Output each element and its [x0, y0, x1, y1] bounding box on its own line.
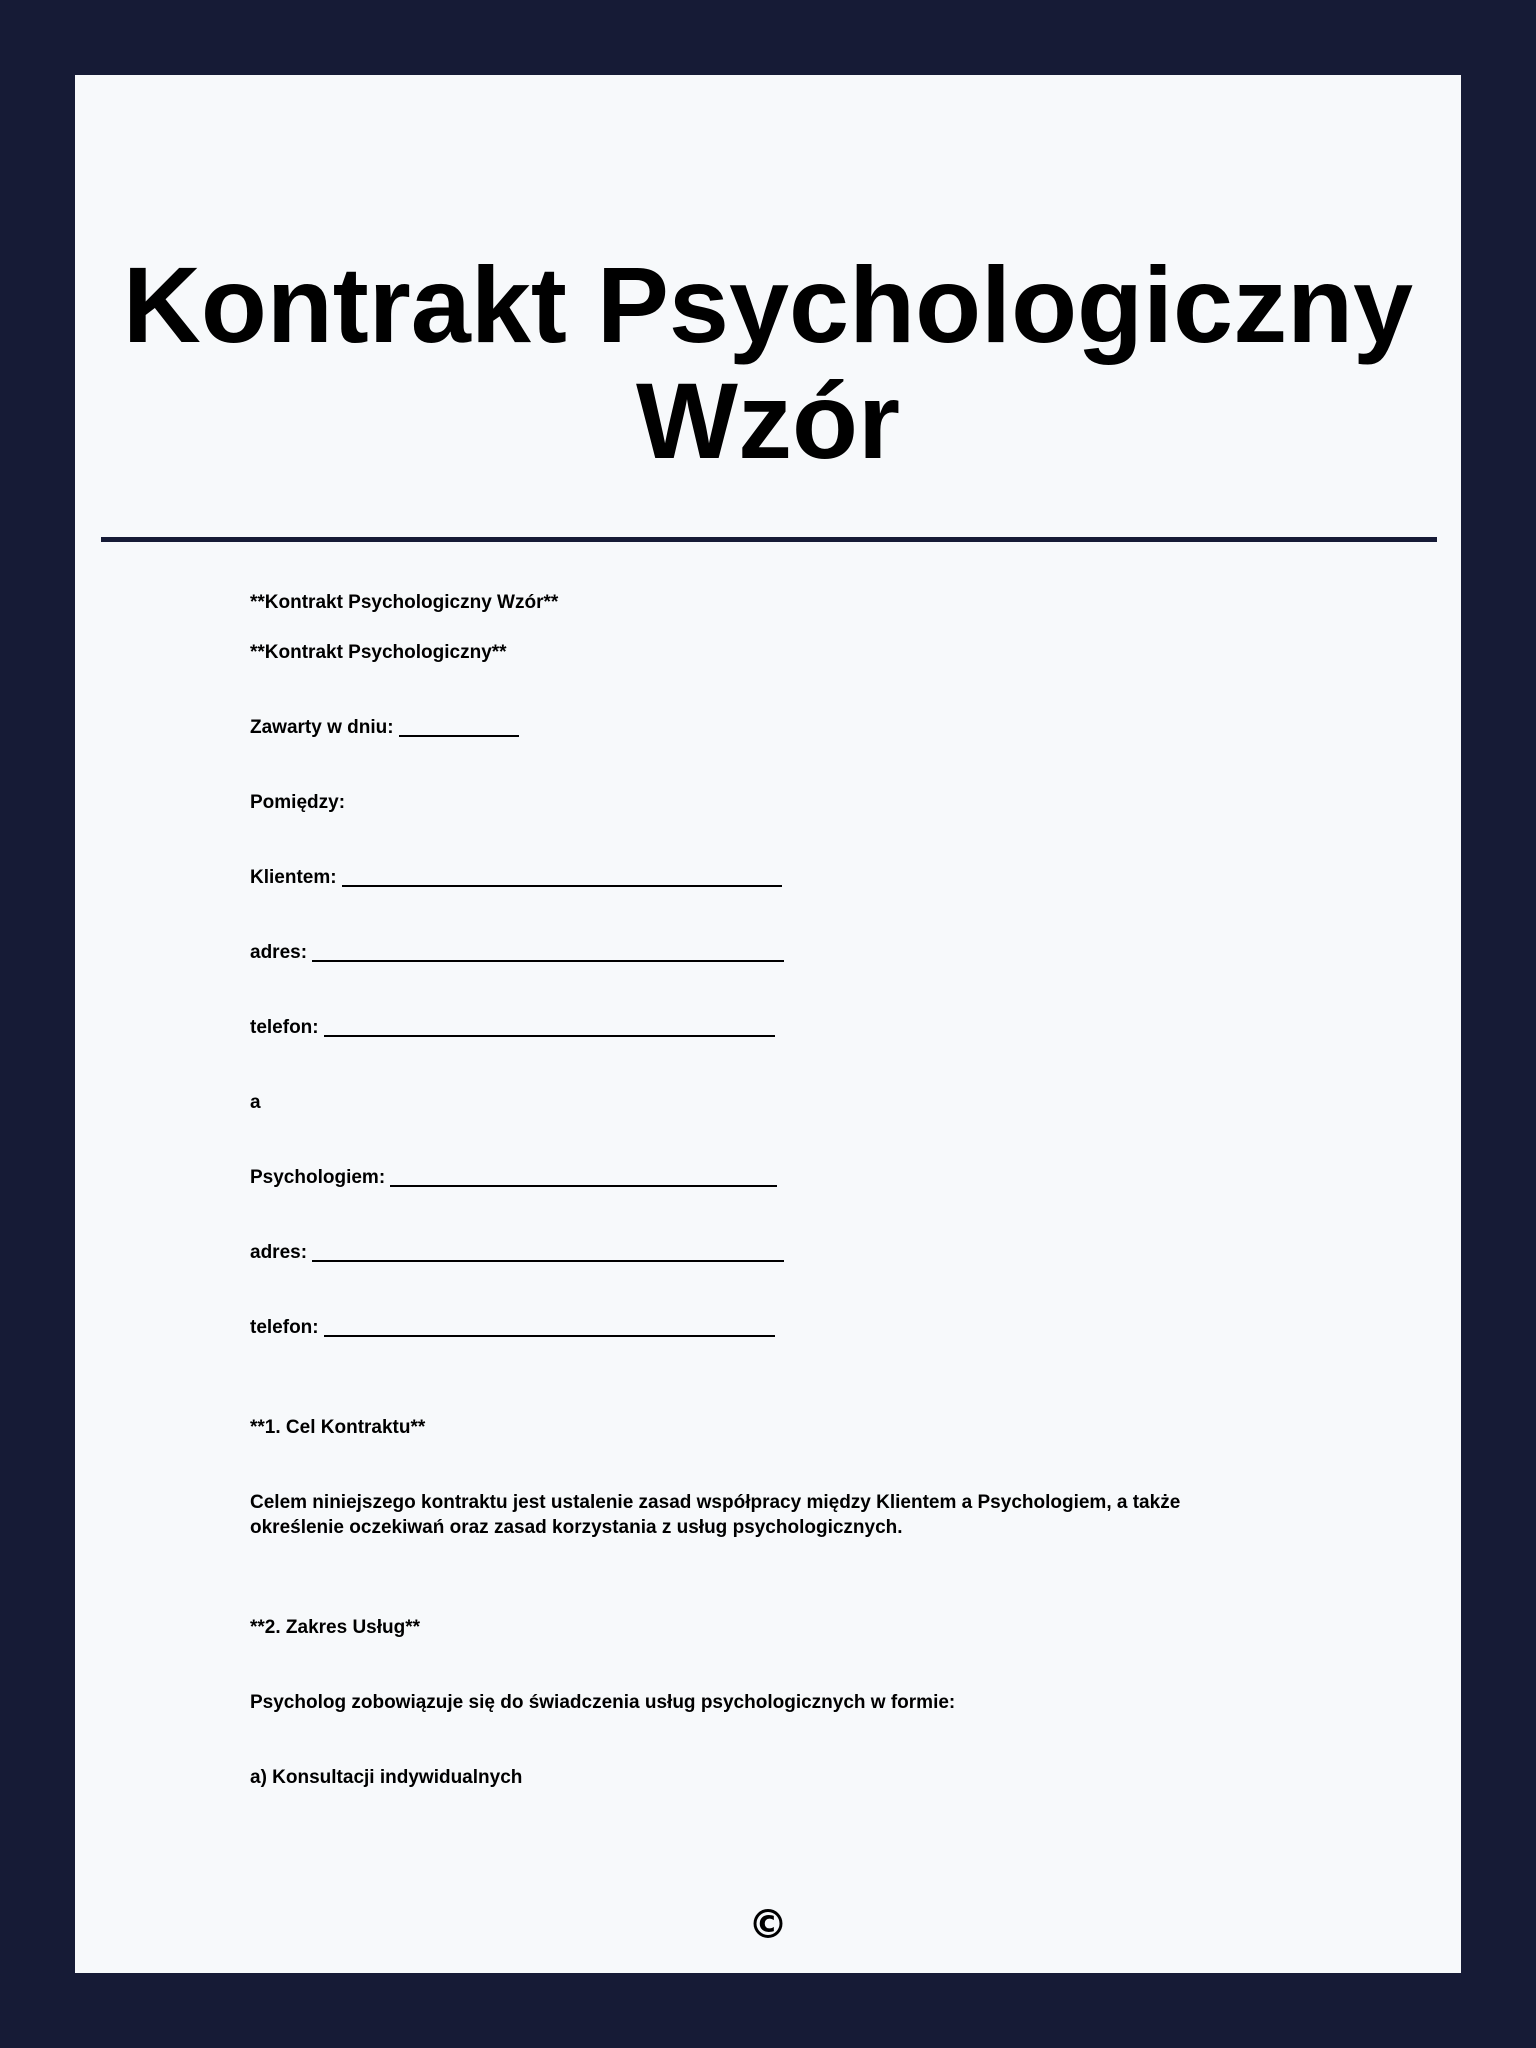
section-2-text: Psycholog zobowiązuje się do świadczenia usług psychologicznych w formie:	[250, 1692, 956, 1713]
psychologist-name-label: Psychologiem:	[250, 1167, 386, 1188]
client-address-line	[250, 940, 784, 965]
document-title: Kontrakt Psychologiczny Wzór	[122, 244, 1414, 481]
between-label: Pomiędzy:	[250, 792, 346, 813]
client-address-label: adres:	[250, 942, 308, 963]
date-line	[250, 715, 519, 740]
date-blank-field	[399, 715, 519, 737]
section-2-heading: **2. Zakres Usług**	[250, 1617, 421, 1638]
client-name-line	[250, 865, 782, 890]
psychologist-address-blank-field	[312, 1240, 784, 1262]
psychologist-name-line	[250, 1165, 777, 1190]
psychologist-phone-blank-field	[324, 1315, 775, 1337]
contract-heading: **Kontrakt Psychologiczny**	[250, 642, 507, 663]
copyright-icon: ©	[748, 1902, 788, 1948]
title-divider	[101, 537, 1437, 542]
client-address-blank-field	[312, 940, 784, 962]
psychologist-phone-line	[250, 1315, 775, 1340]
client-phone-label: telefon:	[250, 1017, 319, 1038]
date-label: Zawarty w dniu:	[250, 717, 394, 738]
psychologist-phone-label: telefon:	[250, 1317, 319, 1338]
client-name-label: Klientem:	[250, 867, 337, 888]
section-2-item-a: a) Konsultacji indywidualnych	[250, 1767, 523, 1788]
psychologist-name-blank-field	[390, 1165, 777, 1187]
document-page	[75, 75, 1461, 1973]
contract-heading-full: **Kontrakt Psychologiczny Wzór**	[250, 592, 559, 613]
psychologist-address-line	[250, 1240, 784, 1265]
and-label: a	[250, 1092, 261, 1113]
client-phone-blank-field	[324, 1015, 775, 1037]
client-phone-line	[250, 1015, 775, 1040]
client-name-blank-field	[342, 865, 782, 887]
section-1-heading: **1. Cel Kontraktu**	[250, 1417, 426, 1438]
psychologist-address-label: adres:	[250, 1242, 308, 1263]
section-1-text: Celem niniejszego kontraktu jest ustalenie zasad współpracy między Klientem a Psychologiem, a także określenie oczekiwań oraz zasad korzystania z usług psychologicznych.	[250, 1492, 1181, 1538]
